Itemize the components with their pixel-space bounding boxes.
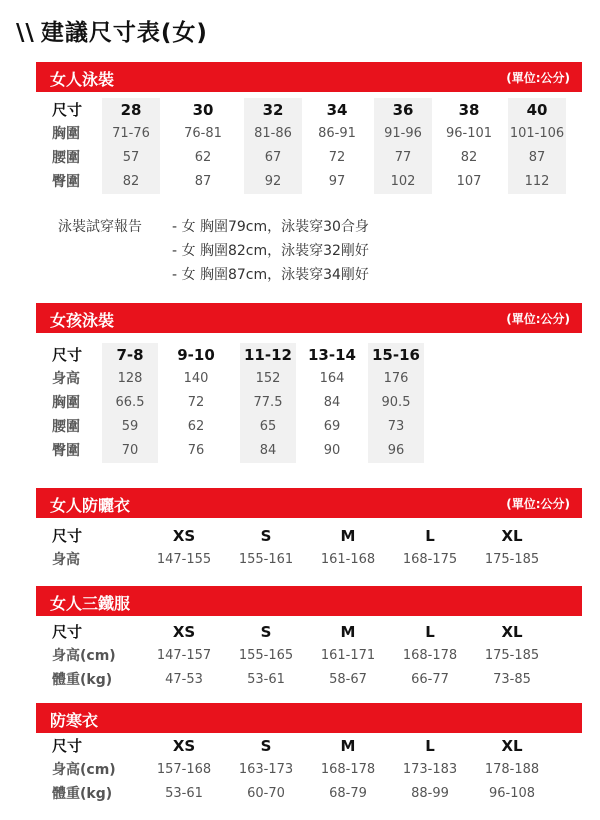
row-label: 身高 — [52, 552, 80, 568]
unit-label: (單位:公分) — [506, 71, 570, 85]
fit-report-line: - 女 胸圍79cm，泳裝穿30合身 — [172, 219, 369, 235]
section-header-girls-swimwear — [36, 303, 582, 333]
measurement-value: 96-101 — [445, 126, 493, 141]
measurement-value: 88-99 — [411, 786, 449, 801]
measurement-value: 71-76 — [112, 126, 150, 141]
measurement-value: 77.5 — [253, 395, 283, 410]
measurement-value: 175-185 — [484, 552, 540, 567]
row-label: 身高 — [52, 371, 80, 387]
measurement-value: 82 — [122, 174, 140, 189]
measurement-value: 72 — [328, 150, 346, 165]
measurement-value: 73 — [387, 419, 405, 434]
section-title: 女孩泳裝 — [50, 311, 115, 330]
row-label: 胸圍 — [52, 395, 80, 411]
measurement-value: 102 — [390, 174, 416, 189]
measurement-value: 155-165 — [238, 648, 294, 663]
fit-report-line: - 女 胸圍87cm，泳裝穿34剛好 — [172, 267, 369, 283]
measurement-value: 155-161 — [238, 552, 294, 567]
size-label: L — [425, 623, 435, 641]
measurement-value: 87 — [194, 174, 212, 189]
row-label: 體重(kg) — [52, 672, 113, 688]
measurement-value: 168-175 — [402, 552, 458, 567]
measurement-value: 97 — [328, 174, 346, 189]
section-header-cold-jacket — [36, 703, 582, 733]
measurement-value: 157-168 — [156, 762, 212, 777]
measurement-value: 101-106 — [509, 126, 565, 141]
measurement-value: 84 — [323, 395, 341, 410]
measurement-value: 76 — [187, 443, 205, 458]
row-label: 腰圍 — [52, 419, 80, 435]
measurement-value: 161-171 — [320, 648, 376, 663]
size-label: 32 — [262, 101, 284, 119]
row-label: 臀圍 — [52, 174, 80, 190]
size-label: 9-10 — [177, 346, 215, 364]
measurement-value: 82 — [460, 150, 478, 165]
size-label: 36 — [392, 101, 414, 119]
measurement-value: 47-53 — [165, 672, 203, 687]
measurement-value: 90.5 — [381, 395, 411, 410]
measurement-value: 107 — [456, 174, 482, 189]
measurement-value: 90 — [323, 443, 341, 458]
measurement-value: 73-85 — [493, 672, 531, 687]
measurement-value: 81-86 — [254, 126, 292, 141]
fit-report-line: - 女 胸圍82cm，泳裝穿32剛好 — [172, 243, 369, 259]
title-mark: \\ — [16, 20, 35, 46]
size-label: M — [340, 623, 356, 641]
measurement-value: 173-183 — [402, 762, 458, 777]
measurement-value: 96 — [387, 443, 405, 458]
size-label: S — [260, 623, 272, 641]
row-label: 尺寸 — [52, 346, 83, 364]
section-header-triathlon — [36, 586, 582, 616]
measurement-value: 152 — [255, 371, 281, 386]
row-label: 身高(cm) — [52, 648, 116, 664]
measurement-value: 128 — [117, 371, 143, 386]
measurement-value: 53-61 — [165, 786, 203, 801]
size-label: 38 — [458, 101, 480, 119]
size-label: 13-14 — [308, 346, 356, 364]
section-title: 防寒衣 — [50, 711, 99, 730]
size-label: XL — [501, 737, 523, 755]
measurement-value: 147-157 — [156, 648, 212, 663]
size-label: M — [340, 527, 356, 545]
unit-label: (單位:公分) — [506, 497, 570, 511]
size-label: 40 — [526, 101, 548, 119]
measurement-value: 66.5 — [115, 395, 145, 410]
row-label: 身高(cm) — [52, 762, 116, 778]
measurement-value: 178-188 — [484, 762, 540, 777]
section-header-sun-jacket — [36, 488, 582, 518]
section-title: 女人防曬衣 — [50, 496, 131, 515]
size-label: XL — [501, 527, 523, 545]
measurement-value: 168-178 — [320, 762, 376, 777]
measurement-value: 91-96 — [384, 126, 422, 141]
row-label: 臀圍 — [52, 443, 80, 459]
row-label: 腰圍 — [52, 150, 80, 166]
size-label: 34 — [326, 101, 348, 119]
section-title: 女人三鐵服 — [50, 594, 131, 613]
measurement-value: 53-61 — [247, 672, 285, 687]
measurement-value: 68-79 — [329, 786, 367, 801]
size-label: 15-16 — [372, 346, 420, 364]
measurement-value: 60-70 — [247, 786, 285, 801]
size-label: XL — [501, 623, 523, 641]
size-label: 11-12 — [244, 346, 292, 364]
row-label: 尺寸 — [52, 623, 83, 641]
measurement-value: 87 — [528, 150, 546, 165]
size-label: XS — [172, 623, 196, 641]
measurement-value: 161-168 — [320, 552, 376, 567]
page-title-text: 建議尺寸表(女) — [40, 20, 208, 46]
measurement-value: 92 — [264, 174, 282, 189]
size-label: XS — [172, 527, 196, 545]
row-label: 尺寸 — [52, 527, 83, 545]
measurement-value: 70 — [121, 443, 139, 458]
size-label: XS — [172, 737, 196, 755]
unit-label: (單位:公分) — [506, 312, 570, 326]
measurement-value: 164 — [319, 371, 345, 386]
row-label: 體重(kg) — [52, 786, 113, 802]
measurement-value: 84 — [259, 443, 277, 458]
size-label: L — [425, 737, 435, 755]
size-label: S — [260, 737, 272, 755]
measurement-value: 59 — [121, 419, 139, 434]
size-label: 28 — [120, 101, 142, 119]
size-label: 30 — [192, 101, 214, 119]
row-label: 胸圍 — [52, 126, 80, 142]
measurement-value: 140 — [183, 371, 209, 386]
section-header-women-swimwear — [36, 62, 582, 92]
fit-report-label: 泳裝試穿報告 — [58, 219, 142, 235]
measurement-value: 112 — [524, 174, 550, 189]
measurement-value: 77 — [394, 150, 412, 165]
measurement-value: 66-77 — [411, 672, 449, 687]
size-label: M — [340, 737, 356, 755]
measurement-value: 58-67 — [329, 672, 367, 687]
measurement-value: 57 — [122, 150, 140, 165]
size-label: S — [260, 527, 272, 545]
row-label: 尺寸 — [52, 101, 83, 119]
measurement-value: 86-91 — [318, 126, 356, 141]
measurement-value: 67 — [264, 150, 282, 165]
measurement-value: 72 — [187, 395, 205, 410]
measurement-value: 176 — [383, 371, 409, 386]
measurement-value: 76-81 — [184, 126, 222, 141]
measurement-value: 175-185 — [484, 648, 540, 663]
page-title — [16, 14, 208, 47]
measurement-value: 69 — [323, 419, 341, 434]
measurement-value: 62 — [194, 150, 212, 165]
size-label: 7-8 — [116, 346, 144, 364]
measurement-value: 62 — [187, 419, 205, 434]
measurement-value: 96-108 — [488, 786, 536, 801]
measurement-value: 147-155 — [156, 552, 212, 567]
measurement-value: 168-178 — [402, 648, 458, 663]
measurement-value: 163-173 — [238, 762, 294, 777]
measurement-value: 65 — [259, 419, 277, 434]
size-label: L — [425, 527, 435, 545]
section-title: 女人泳裝 — [50, 70, 115, 89]
row-label: 尺寸 — [52, 737, 83, 755]
